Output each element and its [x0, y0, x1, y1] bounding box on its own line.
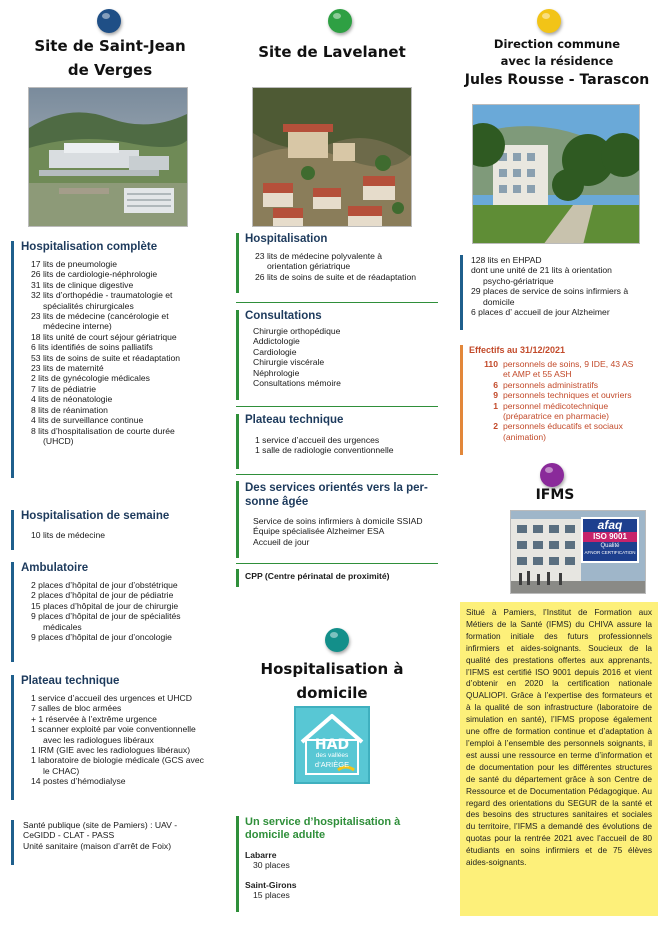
list-item: 7 salles de bloc armées: [31, 703, 122, 714]
list-item: Addictologie: [253, 336, 300, 347]
ambulatoire-list: [21, 580, 221, 642]
list-item: 128 lits en EHPAD: [471, 255, 542, 265]
list-item: 32 lits d’orthopédie - traumatologie et spécialités chirurgicales: [31, 290, 173, 311]
jules-rousse-photo: [472, 104, 640, 244]
list-item: Consultations mémoire: [253, 378, 341, 389]
list-item: 15 places d’hôpital de jour de chirurgie: [31, 600, 179, 611]
list-item: Santé publique (site de Pamiers) : UAV - CeGIDD - CLAT - PASS: [23, 820, 178, 841]
purple-pin-icon: [540, 463, 564, 487]
ehpad-list: [469, 255, 660, 317]
had-site-name: Saint-Girons: [245, 879, 297, 890]
list-item: Chirurgie orthopédique: [253, 326, 341, 336]
list-item: 7 lits de pédiatrie: [31, 383, 96, 394]
list-item: 8 lits de réanimation: [31, 404, 108, 415]
blue-pin-icon: [97, 9, 121, 33]
hosp-section-2: Hospitalisation 23 lits de médecine polyvalente à orientation gériatrique 26 lits de soins de suite et de réadaptation: [236, 233, 436, 293]
plateau-list-1: [21, 693, 221, 787]
had-site-places: 30 places: [253, 860, 290, 871]
afaq-logo: afaq ISO 9001 Qualité AFNOR CERTIFICATION: [581, 517, 639, 563]
effectif-row: 1 personnel médicotechnique (préparatrice en pharmacie): [493, 400, 610, 422]
divider: [236, 474, 438, 475]
list-item: 23 lits de médecine polyvalente à orientation gériatrique: [255, 251, 383, 272]
effectif-row: 110 personnels de soins, 9 IDE, 43 AS et AMP et 55 ASH: [484, 359, 634, 380]
effectifs-list: [469, 359, 660, 442]
list-item: 9 places d’hôpital de jour d’oncologie: [31, 632, 172, 643]
list-item: Cardiologie: [253, 346, 297, 357]
list-item: 10 lits de médecine: [31, 530, 106, 540]
plateau-section-1: Plateau technique 1 service d’accueil des urgences et UHCD 7 salles de bloc armées + 1 réservée à l’extrême urgence 1 scanner exploité par voie conventionnelle avec les radiologues libéraux 1 IRM (GIE avec les radiologues libéraux) 1 laboratoire de biologie médicale (GCS avec le CHAC) 14 postes d’hémodialyse: [11, 675, 221, 800]
list-item: 4 lits de surveillance continue: [31, 415, 144, 426]
consult-section: Consultations Chirurgie orthopédique Addictologie Cardiologie Chirurgie viscérale Néphrologie Consultations mémoire: [236, 310, 436, 400]
list-item: Chirurgie viscérale: [253, 357, 325, 368]
sante-list: [21, 820, 221, 851]
sante-section: [11, 820, 221, 865]
list-item: 23 lits de médecine (cancérologie et médecine interne): [31, 311, 169, 332]
ambulatoire-section: Ambulatoire 2 places d’hôpital de jour d’obstétrique 2 places d’hôpital de jour de pédiatrie 15 places d’hôpital de jour de chirurgie 9 places d’hôpital de jour de spécialités médicales 9 places d’hôpital de jour d’oncologie: [11, 562, 221, 662]
list-item: 6 places d’ accueil de jour Alzheimer: [471, 307, 610, 318]
list-item: 1 IRM (GIE avec les radiologues libéraux): [31, 745, 191, 756]
site-title-saint-jean: Site de Saint-Jean de Verges: [34, 37, 186, 79]
list-item: 1 service d’accueil des urgences et UHCD: [31, 693, 192, 703]
list-item: 4 lits de néonatologie: [31, 394, 113, 405]
list-item: 17 lits de pneumologie: [31, 259, 117, 269]
list-item: 1 laboratoire de biologie médicale (GCS avec le CHAC): [31, 755, 204, 776]
list-item: 9 places d’hôpital de jour de spécialités médicales: [31, 611, 181, 632]
yellow-pin-icon: [537, 9, 561, 33]
list-item: 26 lits de cardiologie-néphrologie: [31, 269, 158, 280]
had-site-name: Labarre: [245, 850, 277, 860]
plateau-list-2: [245, 435, 436, 456]
list-item: 2 places d’hôpital de jour d’obstétrique: [31, 580, 178, 590]
list-item: 14 postes d’hémodialyse: [31, 776, 126, 787]
list-item: 1 scanner exploité par voie conventionnelle avec les radiologues libéraux: [31, 724, 196, 745]
divider: [236, 406, 438, 407]
hosp-semaine-list: [21, 530, 221, 540]
list-item: Néphrologie: [253, 367, 300, 378]
had-logo: HAD des vallées d’ARIÈGE: [294, 706, 370, 784]
list-item: dont une unité de 21 lits à orientation psycho-gériatrique: [471, 265, 612, 286]
site-title-lavelanet: Site de Lavelanet: [258, 43, 406, 61]
list-item: 23 lits de maternité: [31, 363, 104, 374]
services-section: Des services orientés vers la per- sonne âgée Service de soins infirmiers à domicile SSIAD Équipe spécialisée Alzheimer ESA Accueil de jour: [236, 481, 436, 558]
ifms-title: IFMS: [535, 487, 575, 503]
hosp-list-2: [245, 251, 436, 282]
hosp-semaine-section: Hospitalisation de semaine 10 lits de médecine: [11, 510, 221, 550]
green-pin-icon: [328, 9, 352, 33]
list-item: 2 lits de gynécologie médicales: [31, 373, 150, 384]
divider: [236, 563, 438, 564]
site-title-direction: Direction commune avec la résidence Jules Rousse - Tarascon: [464, 37, 650, 88]
lavelanet-photo: [252, 87, 412, 227]
list-item: 31 lits de clinique digestive: [31, 279, 134, 290]
divider: [236, 302, 438, 303]
ifms-description: Situé à Pamiers, l’Institut de Formation aux Métiers de la Santé (IFMS) du CHIVA assure la formation initiale des futurs professionnels infirmiers et aides-soignants. Soucieux de la qualité des prestations offertes aux apprenants, l’IFMS est certifié ISO 9001 depuis 2016 et vient d’obtenir en 2020 la certification nationale QUALIOPI. Grâce à l’expertise des formateurs et à la qualité de son infrastructure (laboratoire de simulation en santé), l’IFMS propose également une offre de formation continue et d’adaptation à l’emploi à l’ensemble des personnels soignants, il est aussi une ressource en terme d’information et de documentation pour les différentes structures de santé du département grâce à son Centre de Ressource et de Documentation Pédagogique. Au regard des orientations du SEGUR de la santé et des besoins des structures sanitaires et sociales du territoire, l’IFMS a demandé des évolutions de quotas pour la rentrée 2021 avec l’accueil de 80 étudiants en soins infirmiers et de 75 élèves aides-soignants.: [460, 602, 658, 916]
plateau-section-2: Plateau technique 1 service d’accueil des urgences 1 salle de radiologie conventionnelle: [236, 414, 436, 469]
list-item: Unité sanitaire (maison d’arrêt de Foix): [23, 840, 172, 851]
had-services-section: Un service d’hospitalisation à domicile adulte Labarre 30 places Saint-Girons 15 places: [236, 816, 436, 912]
effectif-row: 6 personnels administratifs: [493, 379, 599, 390]
list-item: 8 lits d’hospitalisation de courte durée (UHCD): [31, 425, 175, 446]
list-item: + 1 réservée à l’extrême urgence: [31, 713, 157, 724]
had-title: Hospitalisation à domicile: [260, 660, 404, 702]
list-item: 29 places de service de soins infirmiers à domicile: [471, 286, 629, 307]
consult-list: [245, 326, 436, 388]
list-item: Accueil de jour: [253, 536, 310, 547]
effectifs-section: Effectifs au 31/12/2021 110 personnels de soins, 9 IDE, 43 AS et AMP et 55 ASH 6 personnels administratifs 9 personnels techniques et ouvriers 1 personnel médicotechnique (préparatrice en pharmacie) 2 personnels éducatifs et sociaux (animation): [460, 345, 660, 455]
list-item: 6 lits identifiés de soins palliatifs: [31, 342, 153, 353]
list-item: 26 lits de soins de suite et de réadaptation: [255, 271, 417, 282]
list-item: 18 lits unité de court séjour gériatrique: [31, 331, 177, 342]
cpp-section: CPP (Centre périnatal de proximité): [236, 569, 436, 587]
list-item: Équipe spécialisée Alzheimer ESA: [253, 526, 385, 537]
ifms-photo: [510, 510, 646, 594]
teal-pin-icon: [325, 628, 349, 652]
list-item: 53 lits de soins de suite et réadaptation: [31, 352, 181, 363]
services-list: [245, 516, 436, 547]
saint-jean-photo: [28, 87, 188, 227]
list-item: 1 salle de radiologie conventionnelle: [255, 445, 394, 456]
ehpad-section: [460, 255, 660, 330]
had-site-places: 15 places: [253, 890, 290, 901]
effectif-row: 2 personnels éducatifs et sociaux (animation): [493, 421, 623, 442]
list-item: 1 service d’accueil des urgences: [255, 435, 380, 445]
list-item: 2 places d’hôpital de jour de pédiatrie: [31, 590, 174, 601]
list-item: Service de soins infirmiers à domicile SSIAD: [253, 516, 423, 526]
hosp-complete-list: [21, 259, 221, 446]
hosp-complete-section: Hospitalisation complète 17 lits de pneumologie 26 lits de cardiologie-néphrologie 31 lits de clinique digestive 32 lits d’orthopédie - traumatologie et spécialités chirurgicales 23 lits de médecine (cancérologie et médecine interne) 18 lits unité de court séjour gériatrique 6 lits identifiés de soins palliatifs 53 lits de soins de suite et réadaptation 23 lits de maternité 2 lits de gynécologie médicales 7 lits de pédiatrie 4 lits de néonatologie 8 lits de réanimation 4 lits de surveillance continue 8 lits d’hospitalisation de courte durée (UHCD): [11, 241, 221, 478]
effectif-row: 9 personnels techniques et ouvriers: [493, 390, 632, 401]
